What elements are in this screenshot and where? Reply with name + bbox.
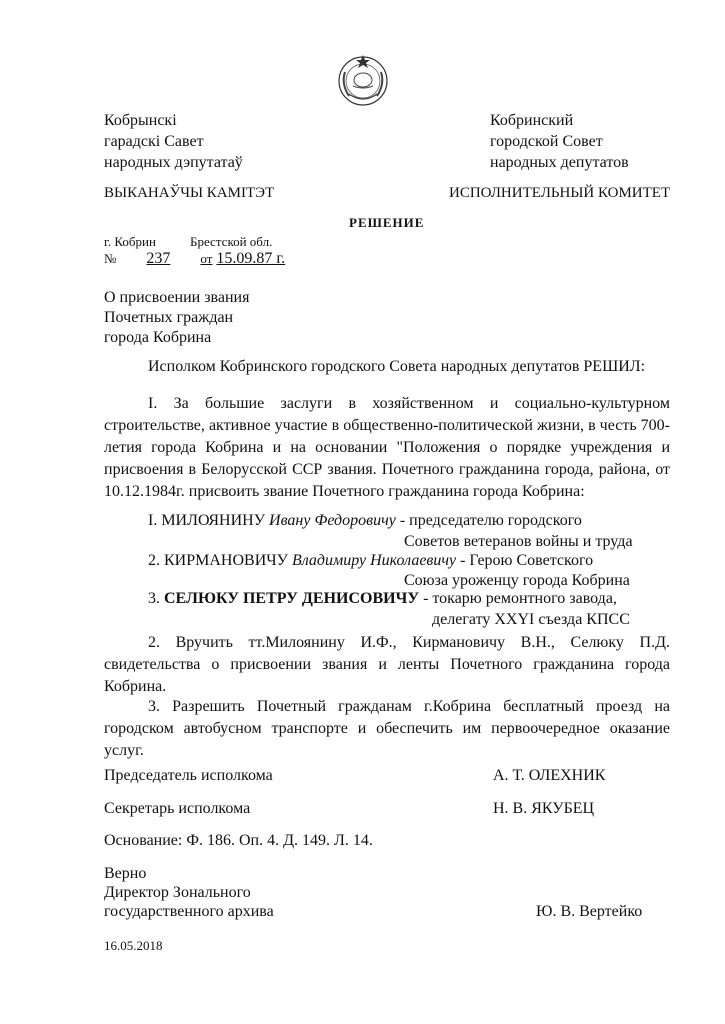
- signature-1-name: А. Т. ОЛЕХНИК: [493, 767, 606, 784]
- person-3-name: СЕЛЮКУ ПЕТРУ ДЕНИСОВИЧУ: [164, 590, 420, 607]
- subject-line-2: Почетных граждан: [104, 309, 234, 326]
- signature-2-name: Н. В. ЯКУБЕЦ: [493, 800, 595, 817]
- header-left-line-3: народных дэпутатаў: [104, 154, 243, 171]
- person-1-num: I.: [148, 512, 158, 529]
- signature-2-role: Секретарь исполкома: [104, 800, 251, 817]
- person-1-name: МИЛОЯНИНУ: [161, 512, 266, 529]
- person-3-role-cont: делегату XXYI съезда КПСС: [432, 611, 630, 628]
- intro-paragraph: Исполком Кобринского городского Совета народных депутатов РЕШИЛ:: [148, 358, 646, 375]
- belarus-emblem-icon: [335, 52, 391, 108]
- subject-line-3: города Кобрина: [104, 329, 212, 346]
- header-left-line-1: Кобрынскі: [104, 112, 177, 129]
- person-2-num: 2.: [148, 552, 160, 569]
- body-point-2: [104, 632, 670, 698]
- header-right-line-3: народных депутатов: [490, 154, 629, 171]
- point-1-paragraph: I. За большие заслуги в хозяйственном и социально-культурном строительстве, активное участие в общественно-политической жизни, в честь 700-летия города Кобрина и на основании "Положения о порядке учреждения и присвоения в Белорусской ССР звания. Почетного гражданина города, района, от 10.12.1984г. присвоить звание Почетного гражданина города Кобрина:: [104, 395, 670, 500]
- footer-date: 16.05.2018: [104, 938, 163, 953]
- document-number: 237: [146, 250, 171, 267]
- archive-basis: Основание: Ф. 186. Оп. 4. Д. 149. Л. 14.: [104, 832, 373, 849]
- point-2-paragraph: 2. Вручить тт.Милоянину И.Ф., Кирмановичу В.Н., Селюку П.Д. свидетельства о присвоении звания и ленты Почетного гражданина города Кобрина.: [104, 634, 670, 695]
- header-right-line-2: городской Совет: [490, 133, 603, 150]
- certification-name: Ю. В. Вертейко: [536, 903, 643, 920]
- place-region: Брестской обл.: [190, 234, 273, 249]
- person-2-line: [148, 552, 593, 570]
- certification-line-1: Верно: [104, 865, 147, 882]
- header-right-committee: ИСПОЛНИТЕЛЬНЫЙ КОМИТЕТ: [449, 185, 671, 201]
- point-3-paragraph: 3. Разрешить Почетный гражданам г.Кобрина бесплатный проезд на городском автобусном транспорте и обеспечить им первоочередное оказание услуг.: [104, 698, 670, 759]
- person-3-role: - токарю ремонтного завода,: [423, 590, 617, 607]
- document-title: РЕШЕНИЕ: [349, 215, 425, 230]
- header-left-committee: ВЫКАНАЎЧЫ КАМІТЭТ: [104, 185, 275, 201]
- person-3-num: 3.: [148, 590, 160, 607]
- document-number-line: [104, 250, 285, 268]
- body-point-3: [104, 696, 670, 762]
- certification-line-3: государственного архива: [104, 903, 274, 920]
- person-1-role: - председателю городского: [399, 512, 582, 529]
- from-label: от: [200, 251, 213, 266]
- person-1-line: [148, 512, 582, 530]
- header-left-line-2: гарадскі Савет: [104, 133, 204, 150]
- document-date: 15.09.87 г.: [216, 250, 286, 267]
- certification-line-2: Директор Зонального: [104, 884, 251, 901]
- person-2-role-cont: Союза уроженцу города Кобрина: [404, 572, 630, 589]
- body-point-1: [104, 393, 670, 503]
- number-label: №: [104, 251, 117, 266]
- person-1-role-cont: Советов ветеранов войны и труда: [404, 533, 633, 550]
- person-1-patronymic: Ивану Федоровичу: [269, 512, 396, 529]
- place-city: г. Кобрин: [104, 234, 156, 249]
- person-2-role: - Герою Советского: [460, 552, 594, 569]
- body-intro: [104, 356, 670, 378]
- subject-line-1: О присвоении звания: [104, 289, 250, 306]
- header-right-line-1: Кобринский: [490, 112, 574, 129]
- signature-1-role: Председатель исполкома: [104, 767, 273, 784]
- person-2-patronymic: Владимиру Николаевичу: [291, 552, 457, 569]
- person-3-line: [148, 590, 617, 608]
- person-2-name: КИРМАНОВИЧУ: [164, 552, 288, 569]
